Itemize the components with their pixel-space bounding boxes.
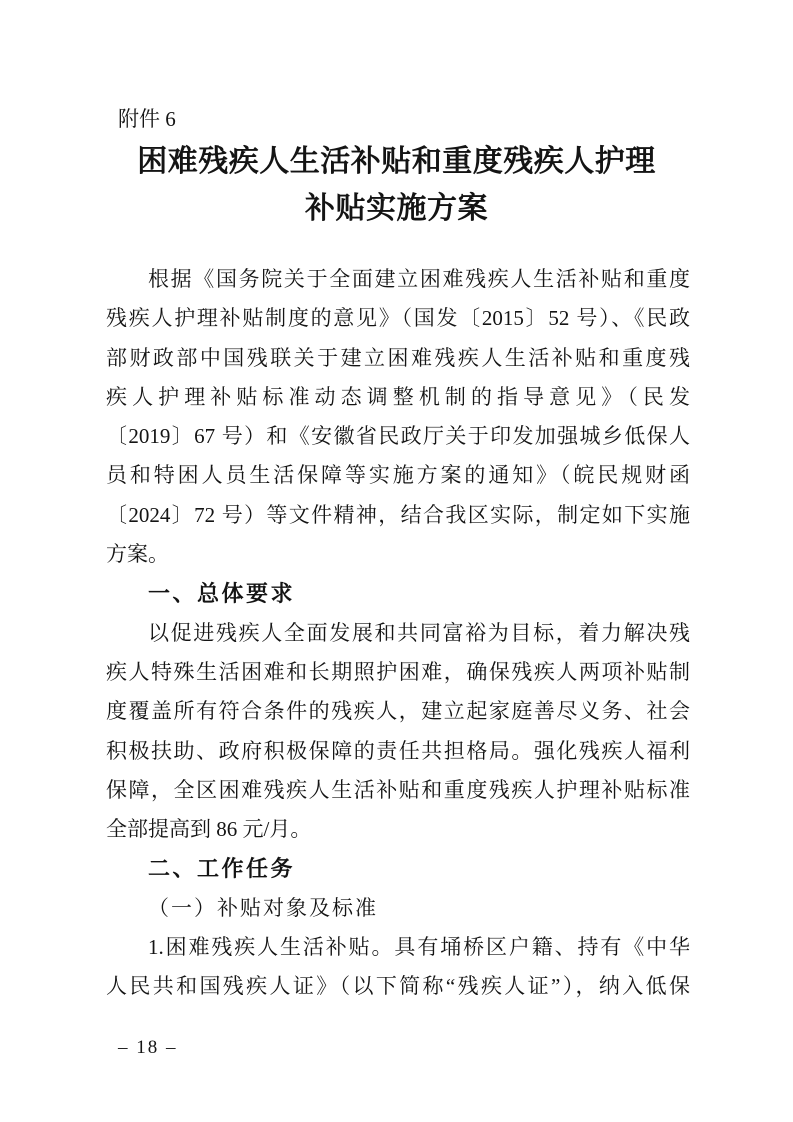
section-heading: 一、总体要求 bbox=[148, 581, 296, 607]
text-line: 1.困难残疾人生活补贴。具有埇桥区户籍、持有《中华 bbox=[148, 935, 690, 960]
sub-section-heading: （一）补贴对象及标准 bbox=[148, 895, 378, 920]
text-line: 保障，全区困难残疾人生活补贴和重度残疾人护理补贴标准 bbox=[106, 777, 690, 802]
attachment-label: 附件 6 bbox=[118, 107, 176, 131]
text-line: 以促进残疾人全面发展和共同富裕为目标，着力解决残 bbox=[148, 620, 690, 645]
text-line: 疾人特殊生活困难和长期照护困难，确保残疾人两项补贴制 bbox=[106, 659, 690, 684]
text-line: 根据《国务院关于全面建立困难残疾人生活补贴和重度 bbox=[148, 267, 690, 291]
document-title bbox=[0, 138, 793, 232]
text-line: 人民共和国残疾人证》（以下简称“残疾人证”），纳入低保 bbox=[106, 974, 690, 999]
title-line-1: 困难残疾人生活补贴和重度残疾人护理 bbox=[137, 145, 656, 178]
text-line: 全部提高到 86 元/月。 bbox=[106, 817, 312, 842]
text-line: 员和特困人员生活保障等实施方案的通知》（皖民规财函 bbox=[106, 463, 690, 488]
text-line: 〔2024〕72 号）等文件精神，结合我区实际，制定如下实施 bbox=[106, 502, 690, 527]
text-line: 积极扶助、政府积极保障的责任共担格局。强化残疾人福利 bbox=[106, 738, 690, 763]
page-number: – 18 – bbox=[118, 1037, 178, 1058]
text-line: 部财政部中国残联关于建立困难残疾人生活补贴和重度残 bbox=[106, 345, 690, 370]
text-line: 度覆盖所有符合条件的残疾人，建立起家庭善尽义务、社会 bbox=[106, 699, 690, 724]
text-line: 方案。 bbox=[106, 542, 169, 567]
text-line: 残疾人护理补贴制度的意见》（国发〔2015〕52 号）、《民政 bbox=[106, 306, 690, 331]
text-line: 疾人护理补贴标准动态调整机制的指导意见》（民发 bbox=[106, 384, 690, 409]
document-body bbox=[106, 260, 690, 1007]
title-line-2: 补贴实施方案 bbox=[305, 192, 488, 225]
section-heading: 二、工作任务 bbox=[148, 856, 296, 882]
text-line: 〔2019〕67 号）和《安徽省民政厅关于印发加强城乡低保人 bbox=[106, 424, 690, 449]
